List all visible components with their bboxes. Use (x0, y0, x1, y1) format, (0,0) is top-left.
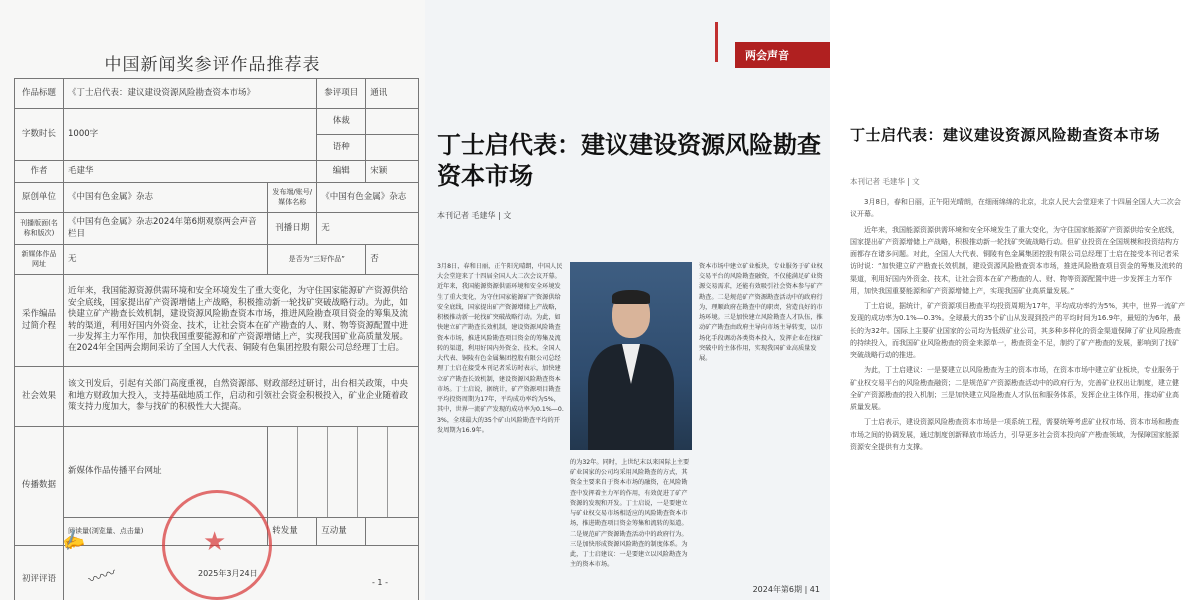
magazine-column-3: 资本市场中建立矿业板块，专业服务于矿业权交易平台的风险勘查融资，不仅能满足矿业资源交易需求，还能有效吸引社会资本参与矿产勘查。二是规范矿产资源勘查活动中的政府行为，理顺政府在勘查中的职责，营造良好的市场环境。三是加快建立风险勘查人才队伍，推动矿产勘查由政府主导向市场主导转变，以市场化手段调动各类资本投入，发挥企业在找矿突破中的主体作用，实现我国矿业高质量发展。 (699, 263, 823, 363)
magazine-page-footer: 2024年第6期 | 41 (752, 585, 820, 594)
three-good-label: 是否为“三好作品” (268, 245, 366, 275)
web-article-body (850, 196, 1185, 456)
spread-label: 传播数据 (15, 427, 64, 546)
lang-label: 语种 (317, 135, 366, 161)
magazine-byline: 本刊记者 毛建华 | 文 (437, 211, 512, 220)
magazine-page-panel (425, 0, 830, 600)
unit-value: 《中国有色金属》杂志 (64, 183, 268, 213)
interact-value (366, 518, 419, 546)
length-value: 1000字 (64, 109, 317, 161)
web-paragraph-3: 丁士启说，据统计，矿产资源项目勘查平均投资周期为17年，平均成功率约为5%，其中，世界一流矿产发现的成功率为0.1%—0.3%。全球最大的35个矿山从发现到投产的平均时间为16.9年，最短的为6年，最长的为32年。国际上主要矿业国家的公司均为低级矿业公司，其多种多样化的资金渠道保障了矿业风险勘查的持续投入，而我国矿业风险勘查的资金来源单一，勘查资金不足，制约了矿产勘查的发展，影响到了找矿突破战略行动的推进。 (850, 302, 1186, 359)
author-label: 作者 (15, 161, 64, 183)
length-label: 字数时长 (15, 109, 64, 161)
signature-mark: ✍ (59, 527, 88, 554)
web-paragraph-4: 为此，丁士启建议：一是要建立以风险勘查为主的资本市场，在资本市场中建立矿业板块，专业服务于矿业权交易平台的风险勘查融资；二是规范矿产资源勘查活动中的政府行为，完善矿业权出让制度，建立健全矿产资源勘查的投入机制；三是加快建立风险勘查人才队伍和服务体系，发挥企业主体作用，推动矿业高质量发展。 (850, 366, 1179, 411)
flag-icon (715, 22, 718, 62)
page-number: - 1 - (372, 578, 388, 587)
newmedia-label: 新媒体作品网址 (15, 245, 64, 275)
issue-value: 《中国有色金属》杂志2024年第6期观察两会声音栏目 (64, 213, 268, 245)
effect-text: 该文刊发后，引起有关部门高度重视，自然资源部、财政部经过研讨，出台相关政策，中央和地方财政加大投入，支持基础地质工作，启动和引领社会资金积极投入，矿业企业随着政策支持力度加大，参与找矿的积极性大大提高。 (64, 367, 419, 427)
platform-label: 新媒体作品传播平台网址 (64, 427, 268, 518)
newmedia-value: 无 (64, 245, 268, 275)
signature-mark-2: 〰〰 (86, 565, 119, 589)
editor-value: 宋颖 (366, 161, 419, 183)
three-good-value: 否 (366, 245, 419, 275)
editor-label: 编辑 (317, 161, 366, 183)
magazine-column-2: 的为32年。同时，上世纪末以来国际上主要矿业国家的公司均采用风险勘查的方式，其资金主要来自于资本市场的融资，在风险勘查中发挥着主力军的作用，有效促进了矿产资源的发现和开发。丁士启说，一是要建立与矿业权交易市场相适应的风险勘查资本市场，推进勘查项目资金筹集和流转的渠道。二是规范矿产资源勘查活动中的政府行为。三是加快形成资源风险勘查的制度体系。为此，丁士启建议：一是要建立以风险勘查为主的资本市场。 (570, 459, 690, 569)
red-seal-stamp (162, 490, 272, 600)
genre-value (366, 109, 419, 135)
magazine-column-1: 3月8日，春和日丽，正午阳光晴朗，中国人民大会堂迎来了十四届全国人大二次会议开幕。近年来，我国能源资源供需环境和安全环境发生了重大变化，为守住国家能源矿产资源供给安全底线，国家提出矿产资源增储上产战略，积极推动新一轮找矿突破战略行动。为此，如快建立矿产勘查长效机制，建设资源风险勘查资本市场，推进风险勘查项目资金的筹集及流转的渠道，利用好国内外资金、技术。全国人大代表、铜陵有色金属集团控股有限公司总经理丁士启在接受本刊记者采访时表示，加快建立矿产勘查长效机制，建设资源风险勘查资本市场。丁士启说，据统计，矿产资源项目勘查平均投资周期为17年，平均成功率约为5%，其中，世界一流矿产发现的成功率为0.1%—0.3%，全球最大的35个矿山风险勘查平均的开发周期为16.9年。 (437, 263, 564, 434)
review-label: 初评评语 (15, 546, 64, 600)
issue-label: 刊播版面(名称和版次) (15, 213, 64, 245)
web-paragraph-1: 3月8日，春和日丽，正午阳光晴朗，在细雨绵绵的北京，北京人民大会堂迎来了十四届全国人大二次会议开幕。 (850, 198, 1181, 219)
intro-label: 采作编品过简介程 (15, 275, 64, 367)
web-article-panel (830, 0, 1200, 600)
stamp-date: 2025年3月24日 (198, 569, 258, 578)
portrait-photo (570, 262, 692, 450)
effect-label: 社会效果 (15, 367, 64, 427)
reads-label: 阅读量(浏览量、点击量) (64, 518, 268, 546)
entry-value: 通讯 (366, 79, 419, 109)
intro-text: 近年来，我国能源资源供需环境和安全环境发生了重大变化，为守住国家能源矿产资源供给安全底线，国家提出矿产资源增储上产战略，积极推动新一轮找矿突破战略行动。为此，如快建立矿产勘查长效机制，建设资源风险勘查资本市场，推进风险勘查项目资金的筹集及流转的渠道，利用好国内外资金、技术，让社会资本在矿产勘查的人、财、物等资源配置中进一步发挥主力军作用，加快我国重要能源和矿产资源增储上产，实现我国矿业高质量发展。在2024年全国两会期间采访了全国人大代表、铜陵有色集团控股有限公司总经理丁士启。 (64, 275, 419, 367)
date-value: 无 (317, 213, 419, 245)
work-title-label: 作品标题 (15, 79, 64, 109)
platform-grid (268, 427, 419, 518)
form-title: 中国新闻奖参评作品推荐表 (104, 55, 321, 75)
interact-label: 互动量 (317, 518, 366, 546)
work-title-value: 《丁士启代表：建议建设资源风险勘查资本市场》 (64, 79, 317, 109)
publisher-label: 发布端/账号/媒体名称 (268, 183, 317, 213)
magazine-headline: 丁士启代表：建议建设资源风险勘查资本市场 (437, 131, 821, 191)
seal-star-icon: ★ (203, 527, 227, 557)
web-byline: 本刊记者 毛建华 | 文 (850, 177, 920, 186)
unit-label: 原创单位 (15, 183, 64, 213)
recommendation-form-panel (0, 0, 425, 600)
author-value: 毛建华 (64, 161, 317, 183)
date-label: 刊播日期 (268, 213, 317, 245)
publisher-value: 《中国有色金属》杂志 (317, 183, 419, 213)
section-banner: 两会声音 (735, 42, 830, 68)
forward-label: 转发量 (268, 518, 317, 546)
web-paragraph-5: 丁士启表示，建设资源风险勘查资本市场是一项系统工程，需要统筹考虑矿业权市场、资本市场和勘查市场之间的协调发展，通过制度创新释放市场活力，引导更多社会资本投向矿产勘查领域，为保障国家能源资源安全提供有力支撑。 (850, 418, 1179, 451)
web-headline: 丁士启代表：建议建设资源风险勘查资本市场 (850, 126, 1161, 144)
web-paragraph-2: 近年来，我国能源资源供需环境和安全环境发生了重大变化，为守住国家能源矿产资源供给安全底线，国家提出矿产资源增储上产战略，积极推动新一轮找矿突破战略行动。但矿业投资在全国规模和投资结构方面都存在诸多问题。对此，全国人大代表、铜陵有色金属集团控股有限公司总经理丁士启在接受本刊记者采访时说：“加快建立矿产勘查长效机制，建设资源风险勘查资本市场，推进风险勘查项目资金的筹集及流转的渠道，利用好国内外资金、技术，让社会资本在矿产勘查的人、财、物等资源配置中进一步发挥主力军作用，加快我国重要能源和矿产资源增储上产，实现我国矿业高质量发展。” (850, 225, 1183, 295)
lang-value (366, 135, 419, 161)
genre-label: 体裁 (317, 109, 366, 135)
entry-label: 参评项目 (317, 79, 366, 109)
